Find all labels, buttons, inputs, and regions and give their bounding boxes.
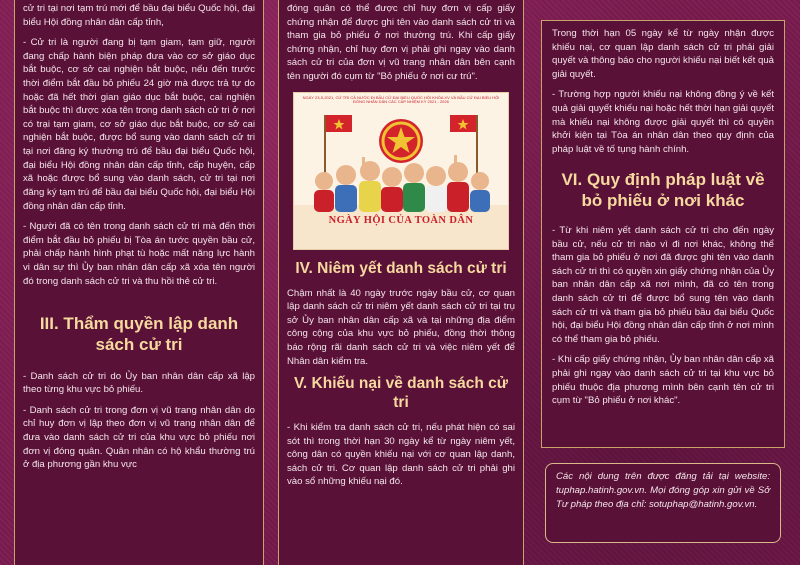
column-left (14, 0, 264, 565)
paragraph: Trong thời hạn 05 ngày kể từ ngày nhận được khiếu nại, cơ quan lập danh sách cử tri phải giải quyết và thông báo cho người khiếu nại biết kết quả giải quyết. (552, 28, 774, 80)
section-heading-iv: IV. Niêm yết danh sách cử tri (295, 259, 507, 277)
paragraph: - Khi kiểm tra danh sách cử tri, nếu phát hiện có sai sót thì trong thời hạn 30 ngày kể từ ngày niêm yết, công dân có quyền khiếu nại với cơ quan lập danh, sách cử tri. Cơ quan lập danh sách cử tri phải ghi vào sổ những khiếu nại đó. (287, 422, 515, 488)
section-heading-v: V. Khiếu nại về danh sách cử tri (294, 375, 508, 412)
poster-top-text: NGÀY 23-5-2021, CỬ TRI CẢ NƯỚC ĐI BẦU CỬ ĐẠI BIỂU QUỐC HỘI KHÓA XV VÀ BẦU CỬ ĐẠI BIỂU HỘI ĐỒNG NHÂN DÂN CÁC CẤP NHIỆM KỲ 2021 - 2026 (302, 94, 500, 105)
paragraph: - Khi cấp giấy chứng nhận, Ủy ban nhân dân cấp xã phải ghi ngay vào danh sách cử tri tại khu vực bỏ phiếu thuộc địa phương mình bên cạnh tên cử tri cụm từ "Bỏ phiếu ở nơi khác". (552, 354, 774, 407)
paragraph: đóng quân có thể được chỉ huy đơn vị cấp giấy chứng nhận để được ghi tên vào danh sách cử tri và tham gia bỏ phiếu ở nơi thường trú. Khi cấp giấy chứng nhận, chỉ huy đơn vị phải ghi ngay vào danh sách cử tri của đơn vị vũ trang nhân dân bên cạnh tên người đó cụm từ "Bỏ phiếu ở nơi cư trú". (287, 3, 515, 83)
paragraph: - Danh sách cử tri do Ủy ban nhân dân cấp xã lập theo từng khu vực bỏ phiếu. (23, 370, 255, 396)
paragraph: - Danh sách cử tri trong đơn vị vũ trang nhân dân do chỉ huy đơn vị lập theo đơn vị vũ trang nhân dân để đưa vào danh sách cử tri của khu vực bỏ phiếu nơi đơn vị đóng quân. Quân nhân có hộ khẩu thường trú ở địa phương gần khu vực (23, 404, 255, 471)
poster-title: NGÀY HỘI CỦA TOÀN DÂN (328, 214, 474, 226)
section-heading-vi: VI. Quy định pháp luật về bỏ phiếu ở nơi khác (561, 170, 765, 211)
paragraph: cử tri tại nơi tạm trú mới để bầu đại biểu Quốc hội, đại biểu Hội đồng nhân dân cấp tỉnh, (23, 3, 255, 28)
national-emblem-icon (379, 119, 423, 163)
election-poster-image (293, 92, 509, 250)
paragraph: - Trường hợp người khiếu nại không đồng ý về kết quả giải quyết khiếu nại hoặc hết thời hạn giải quyết mà khiếu nại không được giải quyết thì có quyền khởi kiện tại Tòa án nhân dân theo quy định của pháp luật về tố tụng hành chính. (552, 89, 774, 155)
paragraph: - Cử tri là người đang bị tạm giam, tạm giữ, người đang chấp hành biện pháp đưa vào cơ sở giáo dục bắt buộc, cơ sở cai nghiện bắt buộc, nếu đến trước thời điểm bắt đầu bỏ phiếu 24 giờ mà được trả tự do hoặc đã hết thời gian giáo dục bắt buộc, cai nghiện bắt buộc thì được xóa tên trong danh sách cử tri ở nơi có trại tạm giam, cơ sở giáo dục bắt buộc, cơ sở cai nghiện bắt buộc, được bổ sung vào danh sách cử tri tại nơi đăng ký thường trú để bầu đại biểu Quốc hội, đại biểu Hội đồng nhân dân cấp tỉnh, cấp huyện, cấp xã hoặc được bổ sung vào danh sách, cử tri tại nơi đăng ký tạm trú để bầu đại biểu Quốc hội, đại biểu Hội đồng nhân dân cấp tỉnh. (23, 37, 255, 212)
section-heading-iii: III. Thẩm quyền lập danh sách cử tri (39, 314, 239, 354)
column-middle (278, 0, 524, 565)
content-panel (541, 20, 785, 448)
column-right (541, 0, 785, 565)
contact-note: Các nội dung trên được đăng tải tại website: tuphap.hatinh.gov.vn. Mọi đóng góp xin gửi về Sở Tư pháp theo địa chỉ: sotuphap@hatinh.gov.vn. (545, 463, 781, 543)
paragraph: Chậm nhất là 40 ngày trước ngày bầu cử, cơ quan lập danh sách cử tri niêm yết danh sách cử tri tại trụ sở Ủy ban nhân dân cấp xã và tại những địa điểm công cộng của khu vực bỏ phiếu, đồng thời thông báo rộng rãi danh sách cử tri và việc niêm yết để Nhân dân kiểm tra. (287, 287, 515, 367)
paragraph: - Người đã có tên trong danh sách cử tri mà đến thời điểm bắt đầu bỏ phiếu bị Tòa án tước quyền bầu cử, phải chấp hành hình phạt tù hoặc mất năng lực hành vi dân sự thì Ủy ban nhân dân cấp xã xóa tên người đó trong danh sách cử tri và thu hồi thẻ cử tri. (23, 221, 255, 287)
paragraph: - Từ khi niêm yết danh sách cử tri cho đến ngày bầu cử, nếu cử tri nào vì đi nơi khác, không thể tham gia bỏ phiếu ở nơi đã được ghi tên vào danh sách cử tri thì có quyền xin giấy chứng nhận của Ủy ban nhân dân cấp xã nơi mình, đã có tên trong danh sách cử tri để được bổ sung tên vào danh sách cử tri và tham gia bỏ phiếu bầu đại biểu Quốc hội, đại biểu Hội đồng nhân dân cấp tỉnh ở nơi mình có thể tham gia bỏ phiếu. (552, 224, 774, 345)
